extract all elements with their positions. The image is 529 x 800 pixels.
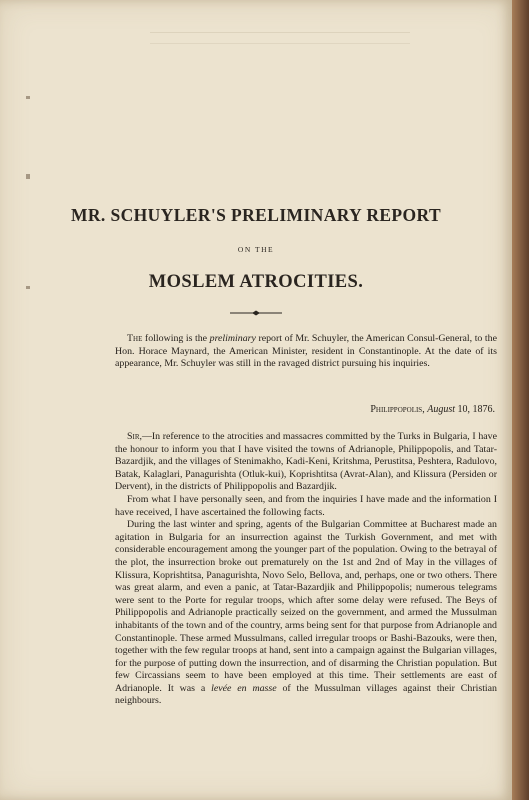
intro-lead-word: The [127, 333, 143, 344]
title-connector: ON THE [237, 245, 275, 254]
dateline-place: Philippopolis, [370, 404, 425, 415]
intro-emphasis: preliminary [209, 333, 256, 344]
intro-paragraph [115, 333, 497, 371]
book-edge [512, 0, 529, 800]
salutation: Sir, [127, 431, 142, 442]
dateline [115, 404, 495, 416]
body-paragraph [115, 519, 497, 708]
report-title: MR. SCHUYLER'S PRELIMINARY REPORT [70, 205, 442, 225]
ornament-divider-icon [230, 309, 282, 317]
dateline-date: 10, 1876. [455, 404, 495, 415]
paragraph-text: of the Mussulman villages against their Christian neighbours. [115, 682, 497, 707]
letter-body [115, 431, 497, 708]
intro-text: report of Mr. Schuyler, the American Consul-General, to the Hon. Horace Maynard, the American Minister, resident in Constantinople. At the date of its appearance, Mr. Schuyler was still in the ravaged district pursuing his inquiries. [115, 333, 497, 370]
show-through-text [150, 32, 410, 44]
paragraph-text: —In reference to the atrocities and massacres committed by the Turks in Bulgaria, I have the honour to inform you that I have visited the towns of Adrianople, Philippopolis, and Tatar-Bazardjik, and the villages of Stenimakho, Kadi-Keni, Kritshma, Perustitsa, Peshtera, Radulovo, Batak, Kalaglari, Panagurishta (Otluk-kui), Koprishtitsa (Avrat-Alan), and Klissura (Persiden or Dervent), in the districts of Philippopolis and Bazardjik. [115, 431, 497, 493]
paragraph-text: During the last winter and spring, agents of the Bulgarian Committee at Bucharest made an agitation in Bulgaria for an insurrection against the Turkish Government, and met with considerable encouragement among the younger part of the population. Owing to the betrayal of the plot, the insurrection broke out prematurely on the 1st and 2nd of May in the villages of Klissura, Koprishtitsa, Panagurishta, Novo Selo, Bellova, and, perhaps, one or two others. There was great alarm, and even a panic, at Tatar-Bazardjik and Philippopolis; numerous telegrams were sent to the Porte for regular troops, which after some delay were refused. The Beys of Philippopolis and Adrianople practically seized on the government, and armed the Mussulman inhabitants of the town and of the country, arms being sent for that purpose from Adrianople and Constantinople. These armed Mussulmans, called irregular troops or Bashi-Bazouks, were then, together with the few regular troops at hand, sent into a campaign against the Bulgarian villages, for the purpose of putting down the insurrection, and of disarming the Christian population. But few Circassians seem to have been employed at this time. Their settlements are east of Adrianople. It was a [115, 519, 497, 694]
paragraph-emphasis: levée en masse [211, 682, 277, 694]
body-paragraph: From what I have personally seen, and from the inquiries I have made and the information I have received, I have ascertained the following facts. [115, 493, 497, 518]
margin-mark [26, 96, 30, 99]
margin-mark [26, 174, 30, 179]
report-subtitle: MOSLEM ATROCITIES. [148, 272, 364, 292]
intro-text: following is the [142, 333, 210, 344]
dateline-month: August [427, 404, 455, 415]
body-paragraph [115, 431, 497, 494]
